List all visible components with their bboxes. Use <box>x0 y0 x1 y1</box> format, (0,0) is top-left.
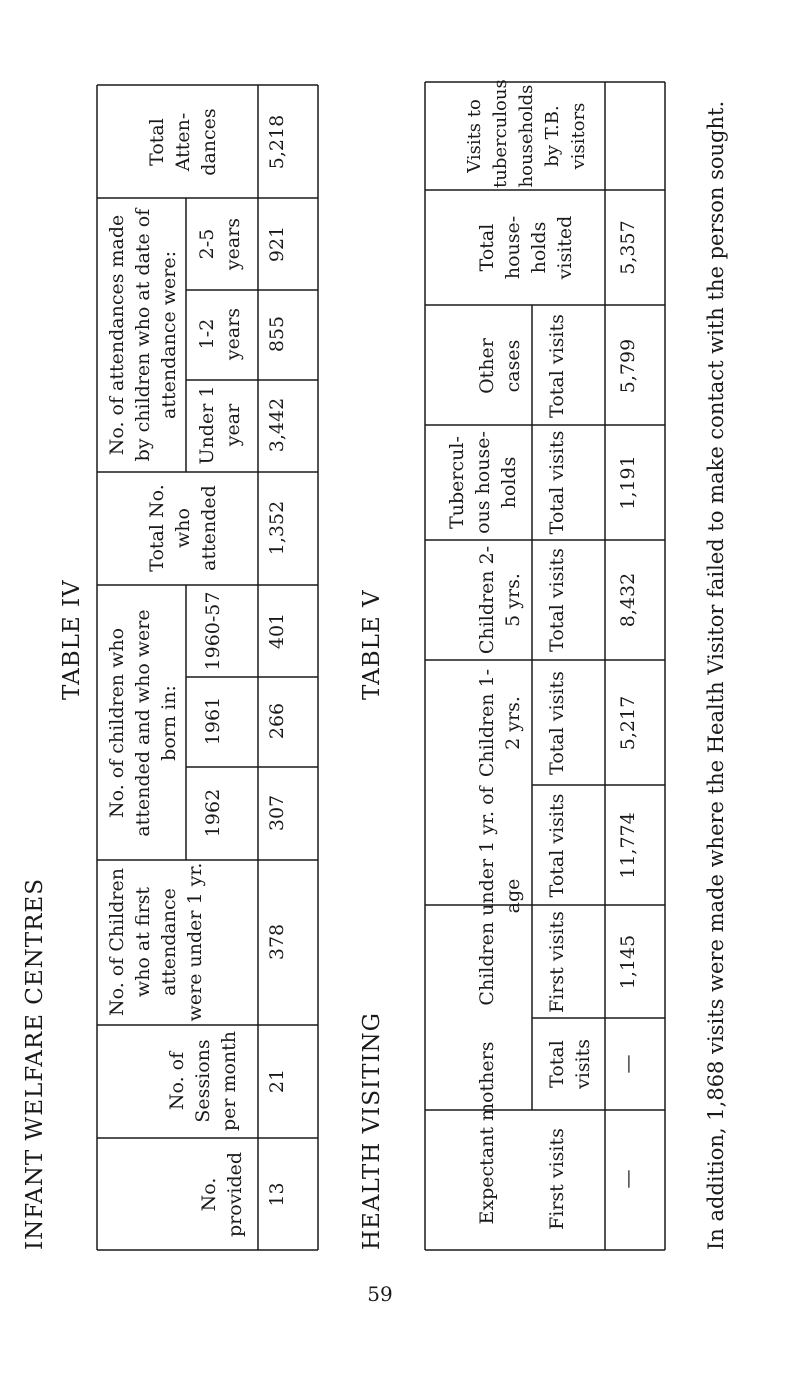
footnote-text: In addition, 1,868 visits were made where the Health Visitor failed to make contact with the person sought. <box>704 100 728 1250</box>
value-exp-total: — <box>617 1054 639 1074</box>
title-infant-welfare-text: INFANT WELFARE CENTRES <box>22 878 48 1250</box>
value-tb-total: 1,191 <box>617 455 639 510</box>
value-households: 5,357 <box>617 220 639 275</box>
header-total-attendances: Total Atten-dances <box>146 108 220 176</box>
header-c12-total: Total visits <box>546 671 568 775</box>
value-u1-total: 11,774 <box>617 812 639 879</box>
value-exp-first: — <box>617 1169 639 1189</box>
value-2-5-years: 921 <box>266 225 288 263</box>
header-households-visible: Total house-holds visited <box>476 215 576 280</box>
title-table-iv-text: TABLE IV <box>59 579 85 700</box>
header-exp-first: First visits <box>546 1128 568 1230</box>
value-born-1961: 266 <box>266 702 288 740</box>
value-born-1960: 401 <box>266 612 288 650</box>
header-other-group: Other cases <box>476 338 524 394</box>
footnote <box>700 80 740 1250</box>
header-born-1960: 1960-57 <box>202 591 224 671</box>
page-number: 59 <box>367 1282 393 1306</box>
value-born-1962: 307 <box>266 794 288 832</box>
header-total-attended: Total No. who attended <box>146 484 220 572</box>
title-health-visiting <box>355 950 389 1250</box>
header-c12-group: Children 1-2 yrs. <box>476 668 524 778</box>
header-other-total: Total visits <box>546 314 568 418</box>
header-1-2-years: 1-2 years <box>196 307 244 361</box>
header-u1-total: Total visits <box>546 793 568 898</box>
header-no-provided: No. provided <box>198 1151 246 1238</box>
value-no-provided: 13 <box>266 1182 288 1207</box>
title-table-v-text: TABLE V <box>359 589 385 700</box>
header-children-first: No. of Children who at first attendance were under 1 yr. <box>106 862 206 1022</box>
header-u1-first: First visits <box>546 911 568 1013</box>
header-expectant: Expectant mothers <box>476 1041 498 1225</box>
header-born-group: No. of children who attended and who were born in: <box>106 609 180 837</box>
title-infant-welfare <box>18 650 52 1250</box>
title-table-v <box>355 500 389 700</box>
header-born-1961: 1961 <box>202 696 224 746</box>
title-health-visiting-text: HEALTH VISITING <box>359 1011 385 1250</box>
header-exp-total: Total visits <box>546 1038 594 1090</box>
value-total-attended: 1,352 <box>266 500 288 556</box>
header-tb-total: Total visits <box>546 430 568 535</box>
value-other-total: 5,799 <box>617 338 639 394</box>
value-total-attendances: 5,218 <box>266 114 288 170</box>
header-sessions: No. of Sessions per month <box>166 1030 240 1132</box>
value-u1-first: 1,145 <box>617 934 639 990</box>
value-children-first: 378 <box>266 923 288 961</box>
header-born-1962: 1962 <box>202 788 224 838</box>
value-under-1: 3,442 <box>266 397 288 453</box>
header-under-1-group: Children under 1 yr. of age <box>476 786 524 1006</box>
header-under-1: Under 1 year <box>196 385 244 465</box>
value-1-2-years: 855 <box>266 315 288 353</box>
value-c12-total: 5,217 <box>617 695 639 751</box>
value-sessions: 21 <box>266 1068 288 1094</box>
header-c25-group: Children 2-5 yrs. <box>476 545 524 655</box>
header-attend-group: No. of attendances made by children who at date of attendance were: <box>106 208 180 462</box>
header-tb-visitors-cell: Visits to tuberculous households by T.B. visitors <box>464 79 589 188</box>
header-tb-group: Tubercul-ous house-holds <box>446 431 520 534</box>
header-2-5-years: 2-5 years <box>196 217 244 271</box>
header-c25-total: Total visits <box>546 548 568 652</box>
title-table-iv <box>55 500 89 700</box>
value-c25-total: 8,432 <box>617 572 639 628</box>
